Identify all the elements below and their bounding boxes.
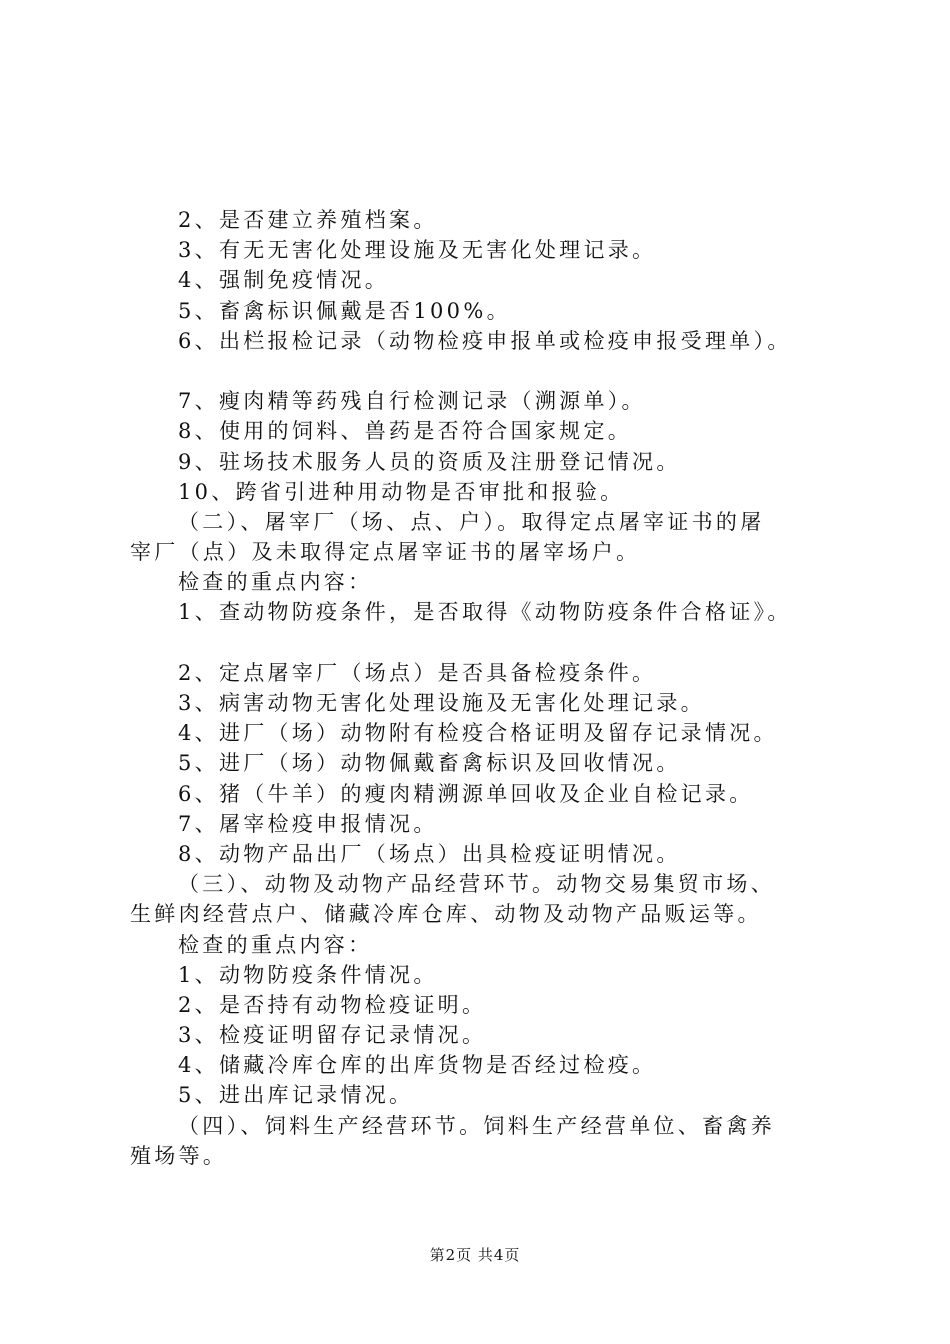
page-number-footer: 第2页 共4页 [429,1246,521,1264]
text-line: 1、查动物防疫条件，是否取得《动物防疫条件合格证》。 [178,600,792,625]
text-line: 2、是否持有动物检疫证明。 [178,992,487,1017]
text-line: 7、瘦肉精等药残自行检测记录（溯源单）。 [178,389,646,414]
text-line: 4、储藏冷库仓库的出库货物是否经过检疫。 [178,1053,657,1078]
section-heading-continuation: 殖场等。 [130,1143,228,1168]
text-line: 5、进出库记录情况。 [178,1083,414,1108]
text-line: 3、病害动物无害化处理设施及无害化处理记录。 [178,691,705,715]
subheading: 检查的重点内容： [178,570,373,595]
document-body [130,205,830,1171]
text-line: 6、猪（牛羊）的瘦肉精溯源单回收及企业自检记录。 [178,781,754,806]
section-heading: （三）、动物及动物产品经营环节。动物交易集贸市场、 [178,872,775,897]
blank-line [130,356,830,386]
text-line: 9、驻场技术服务人员的资质及注册登记情况。 [178,449,681,474]
section-heading: （四）、饲料生产经营环节。饲料生产经营单位、畜禽养 [178,1113,775,1138]
text-line: 10、跨省引进种用动物是否审批和报验。 [178,479,625,504]
text-line: 3、有无无害化处理设施及无害化处理记录。 [178,238,657,263]
text-line: 4、进厂（场）动物附有检疫合格证明及留存记录情况。 [178,721,778,746]
section-heading: （二）、屠宰厂（场、点、户）。取得定点屠宰证书的屠 [178,509,765,534]
text-line: 5、进厂（场）动物佩戴畜禽标识及回收情况。 [178,751,681,776]
section-heading-continuation: 生鲜肉经营点户、储藏冷库仓库、动物及动物产品贩运等。 [130,902,762,927]
text-line: 2、定点屠宰厂（场点）是否具备检疫条件。 [178,660,657,685]
text-line: 8、动物产品出厂（场点）出具检疫证明情况。 [178,841,681,866]
text-line: 8、使用的饲料、兽药是否符合国家规定。 [178,419,633,444]
text-line: 5、畜禽标识佩戴是否100%。 [178,298,511,323]
text-line: 6、出栏报检记录（动物检疫申报单或检疫申报受理单）。 [178,328,792,353]
text-line: 3、检疫证明留存记录情况。 [178,1023,487,1048]
subheading: 检查的重点内容： [178,932,373,957]
text-line: 2、是否建立养殖档案。 [178,208,438,232]
text-line: 7、屠宰检疫申报情况。 [178,811,438,836]
blank-line [130,628,830,658]
text-line: 1、动物防疫条件情况。 [178,962,438,987]
section-heading-continuation: 宰厂（点）及未取得定点屠宰证书的屠宰场户。 [130,540,641,565]
text-line: 4、强制免疫情况。 [178,268,390,293]
